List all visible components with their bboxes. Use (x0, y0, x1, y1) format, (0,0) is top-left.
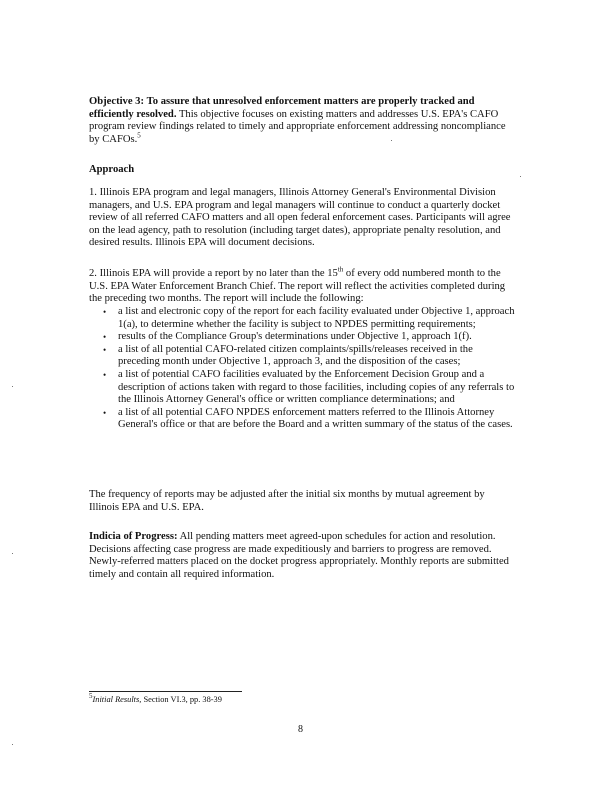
list-item (89, 306, 515, 331)
scan-speck (520, 176, 521, 177)
para2-text-end: of every odd numbered month to the U.S. EPA Water Enforcement Branch Chief. The report will reflect the activities completed during the preceding two months. The report will include the following: (89, 268, 506, 305)
indicia-label: Indicia of Progress: (89, 531, 178, 542)
approach-paragraph-1 (89, 187, 515, 250)
footnote-reference: 5 (137, 131, 141, 140)
bullet-icon: • (103, 307, 107, 317)
approach-heading: Approach (89, 164, 135, 175)
report-contents-list (89, 306, 515, 432)
indicia-body: All pending matters meet agreed-upon schedules for action and resolution. Decisions affecting case progress are made expeditiously and barriers to progress are removed. Newly-referred matters placed on the docket progress appropriately. Monthly reports are submitted timely and contain all required information. (89, 531, 509, 580)
scan-speck (12, 553, 13, 554)
frequency-text: The frequency of reports may be adjusted after the initial six months by mutual agreement by Illinois EPA and U.S. EPA. (89, 489, 485, 513)
list-item (89, 407, 515, 432)
bullet-icon: • (103, 332, 107, 343)
bullet-icon: • (103, 369, 107, 380)
para2-superscript: th (337, 265, 344, 274)
footnote-number: 5 (89, 692, 93, 701)
footnote (89, 692, 515, 705)
scan-speck (12, 744, 13, 745)
list-item-text: a list of potential CAFO facilities evaluated by the Enforcement Decision Group and a description of actions taken with regard to those facilities, including copies of any referrals to the Illinois Attorney General's office or written compliance determinations; and (118, 368, 515, 406)
approach-paragraph-2 (89, 265, 515, 306)
objective-body: This objective focuses on existing matters and addresses U.S. EPA's CAFO program review findings related to timely and appropriate enforcement addressing noncompliance by CAFOs. (89, 108, 506, 145)
footnote-title: Initial Results, (92, 695, 142, 704)
indicia-of-progress-paragraph (89, 531, 515, 581)
objective-bold-text: To assure that unresolved enforcement matters are properly tracked and efficiently resolved. (89, 96, 475, 120)
list-item-text: a list of all potential CAFO-related citizen complaints/spills/releases received in the preceding month under Objective 1, approach 3, and the disposition of the cases; (118, 343, 473, 368)
scan-speck (12, 386, 13, 387)
list-item (89, 344, 515, 369)
footnote-divider (89, 691, 242, 692)
approach-paragraph-1-text: 1. Illinois EPA program and legal managers, Illinois Attorney General's Environmental Division managers, and U.S. EPA program and legal managers will continue to conduct a quarterly docket review of all referred CAFO matters and all open federal enforcement cases. Participants will agree on the lead agency, path to resolution (including target dates), appropriate penalty resolution, and desired results. Illinois EPA will document decisions. (89, 187, 511, 249)
scan-speck (391, 140, 392, 141)
frequency-paragraph (89, 489, 515, 514)
footnote-rest: Section VI.3, pp. 38-39 (141, 695, 222, 704)
list-item (89, 369, 515, 407)
objective-label: Objective 3: (89, 96, 145, 107)
bullet-icon: • (103, 344, 107, 355)
bullet-icon: • (103, 407, 107, 418)
list-item-text: a list and electronic copy of the report for each facility evaluated under Objective 1, approach 1(a), to determine whether the facility is subject to NPDES permitting requirements; (118, 306, 515, 330)
list-item-text: results of the Compliance Group's determinations under Objective 1, approach 1(f). (118, 331, 472, 343)
para2-text-start: 2. Illinois EPA will provide a report by no later than the 15 (89, 268, 338, 279)
page-number: 8 (298, 724, 303, 735)
objective-3-paragraph (89, 96, 515, 146)
list-item (89, 331, 515, 344)
list-item-text: a list of all potential CAFO NPDES enforcement matters referred to the Illinois Attorney General's office or that are before the Board and a written summary of the status of the cases. (118, 406, 513, 431)
